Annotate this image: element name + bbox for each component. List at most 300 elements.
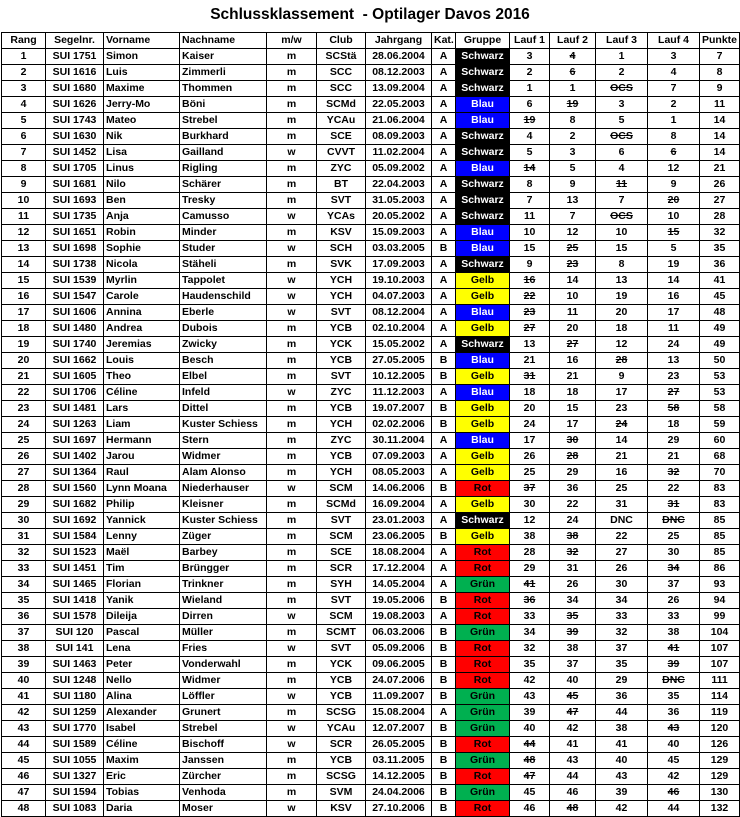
last-name-cell: Stern — [180, 433, 267, 449]
rank-cell: 34 — [2, 577, 46, 593]
club-cell: YCH — [317, 273, 366, 289]
race3-cell: 39 — [596, 785, 648, 801]
club-cell: SCC — [317, 81, 366, 97]
club-cell: YCB — [317, 401, 366, 417]
club-cell: SCStä — [317, 49, 366, 65]
race2-cell: 29 — [550, 465, 596, 481]
club-cell: YCB — [317, 353, 366, 369]
first-name-cell: Isabel — [104, 721, 180, 737]
birthdate-cell: 11.02.2004 — [366, 145, 432, 161]
points-cell: 7 — [700, 49, 740, 65]
last-name-cell: Janssen — [180, 753, 267, 769]
race2-cell: 24 — [550, 513, 596, 529]
race3-cell: 1 — [596, 49, 648, 65]
table-row — [2, 81, 740, 97]
race1-cell: 48 — [510, 753, 550, 769]
race4-cell: 13 — [648, 353, 700, 369]
rank-cell: 26 — [2, 449, 46, 465]
table-row — [2, 257, 740, 273]
table-row — [2, 241, 740, 257]
sail-number-cell: SUI 1606 — [46, 305, 104, 321]
page-title: Schlussklassement - Optilager Davos 2016 — [210, 6, 530, 23]
race1-cell: 12 — [510, 513, 550, 529]
category-cell: A — [432, 385, 456, 401]
race2-cell: 6 — [550, 65, 596, 81]
points-cell: 41 — [700, 273, 740, 289]
last-name-cell: Zwicky — [180, 337, 267, 353]
race4-cell: 4 — [648, 65, 700, 81]
gender-cell: m — [267, 705, 317, 721]
gender-cell: m — [267, 257, 317, 273]
rank-cell: 46 — [2, 769, 46, 785]
race2-cell: 25 — [550, 241, 596, 257]
first-name-cell: Andrea — [104, 321, 180, 337]
points-cell: 85 — [700, 513, 740, 529]
category-cell: A — [432, 225, 456, 241]
birthdate-cell: 20.05.2002 — [366, 209, 432, 225]
club-cell: SCM — [317, 481, 366, 497]
club-cell: YCB — [317, 753, 366, 769]
birthdate-cell: 17.09.2003 — [366, 257, 432, 273]
gender-cell: m — [267, 577, 317, 593]
points-cell: 107 — [700, 657, 740, 673]
last-name-cell: Dirren — [180, 609, 267, 625]
race1-cell: 31 — [510, 369, 550, 385]
race3-cell: 11 — [596, 177, 648, 193]
sail-number-cell: SUI 1692 — [46, 513, 104, 529]
rank-cell: 18 — [2, 321, 46, 337]
last-name-cell: Moser — [180, 801, 267, 817]
last-name-cell: Alam Alonso — [180, 465, 267, 481]
race1-cell: 10 — [510, 225, 550, 241]
race4-cell: 11 — [648, 321, 700, 337]
table-row — [2, 529, 740, 545]
race4-cell: 10 — [648, 209, 700, 225]
club-cell: YCK — [317, 657, 366, 673]
race2-cell: 8 — [550, 113, 596, 129]
first-name-cell: Anja — [104, 209, 180, 225]
header-vorname: Vorname — [104, 33, 180, 49]
race1-cell: 15 — [510, 241, 550, 257]
race1-cell: 30 — [510, 497, 550, 513]
table-row — [2, 753, 740, 769]
points-cell: 14 — [700, 129, 740, 145]
race1-cell: 22 — [510, 289, 550, 305]
birthdate-cell: 08.09.2003 — [366, 129, 432, 145]
race1-cell: 36 — [510, 593, 550, 609]
points-cell: 70 — [700, 465, 740, 481]
gender-cell: m — [267, 337, 317, 353]
table-row — [2, 337, 740, 353]
gender-cell: m — [267, 673, 317, 689]
last-name-cell: Eberle — [180, 305, 267, 321]
race3-cell: 40 — [596, 753, 648, 769]
first-name-cell: Daria — [104, 801, 180, 817]
header-rang: Rang — [2, 33, 46, 49]
category-cell: A — [432, 545, 456, 561]
group-cell: Rot — [456, 641, 510, 657]
club-cell: ZYC — [317, 433, 366, 449]
sail-number-cell: SUI 1402 — [46, 449, 104, 465]
category-cell: A — [432, 433, 456, 449]
birthdate-cell: 05.09.2006 — [366, 641, 432, 657]
sail-number-cell: SUI 1706 — [46, 385, 104, 401]
group-cell: Schwarz — [456, 513, 510, 529]
category-cell: A — [432, 177, 456, 193]
table-row — [2, 641, 740, 657]
race4-cell: 36 — [648, 705, 700, 721]
table-row — [2, 193, 740, 209]
sail-number-cell: SUI 1364 — [46, 465, 104, 481]
points-cell: 132 — [700, 801, 740, 817]
race1-cell: 43 — [510, 689, 550, 705]
gender-cell: m — [267, 513, 317, 529]
race1-cell: 25 — [510, 465, 550, 481]
gender-cell: m — [267, 401, 317, 417]
gender-cell: m — [267, 81, 317, 97]
table-row — [2, 433, 740, 449]
gender-cell: m — [267, 529, 317, 545]
points-cell: 36 — [700, 257, 740, 273]
race3-cell: 29 — [596, 673, 648, 689]
sail-number-cell: SUI 1680 — [46, 81, 104, 97]
last-name-cell: Burkhard — [180, 129, 267, 145]
table-row — [2, 545, 740, 561]
club-cell: ZYC — [317, 161, 366, 177]
club-cell: BT — [317, 177, 366, 193]
category-cell: B — [432, 737, 456, 753]
group-cell: Grün — [456, 689, 510, 705]
category-cell: B — [432, 369, 456, 385]
sail-number-cell: SUI 1630 — [46, 129, 104, 145]
race3-cell: 12 — [596, 337, 648, 353]
race1-cell: 17 — [510, 433, 550, 449]
points-cell: 119 — [700, 705, 740, 721]
birthdate-cell: 22.05.2003 — [366, 97, 432, 113]
sail-number-cell: SUI 1616 — [46, 65, 104, 81]
first-name-cell: Lars — [104, 401, 180, 417]
category-cell: A — [432, 193, 456, 209]
rank-cell: 20 — [2, 353, 46, 369]
gender-cell: m — [267, 657, 317, 673]
first-name-cell: Nello — [104, 673, 180, 689]
group-cell: Rot — [456, 673, 510, 689]
race3-cell: 15 — [596, 241, 648, 257]
club-cell: CVVT — [317, 145, 366, 161]
category-cell: B — [432, 753, 456, 769]
club-cell: KSV — [317, 801, 366, 817]
rank-cell: 21 — [2, 369, 46, 385]
table-row — [2, 625, 740, 641]
points-cell: 27 — [700, 193, 740, 209]
last-name-cell: Widmer — [180, 449, 267, 465]
race4-cell: 32 — [648, 465, 700, 481]
sail-number-cell: SUI 1083 — [46, 801, 104, 817]
race2-cell: 12 — [550, 225, 596, 241]
race1-cell: 34 — [510, 625, 550, 641]
last-name-cell: Dubois — [180, 321, 267, 337]
group-cell: Rot — [456, 737, 510, 753]
category-cell: B — [432, 673, 456, 689]
points-cell: 49 — [700, 337, 740, 353]
table-row — [2, 673, 740, 689]
race3-cell: 10 — [596, 225, 648, 241]
race4-cell: 42 — [648, 769, 700, 785]
table-row — [2, 353, 740, 369]
birthdate-cell: 30.11.2004 — [366, 433, 432, 449]
club-cell: YCB — [317, 689, 366, 705]
points-cell: 8 — [700, 65, 740, 81]
first-name-cell: Lenny — [104, 529, 180, 545]
first-name-cell: Sophie — [104, 241, 180, 257]
table-row — [2, 769, 740, 785]
race1-cell: 5 — [510, 145, 550, 161]
table-row — [2, 401, 740, 417]
rank-cell: 4 — [2, 97, 46, 113]
sail-number-cell: SUI 1180 — [46, 689, 104, 705]
race2-cell: 42 — [550, 721, 596, 737]
club-cell: SCE — [317, 129, 366, 145]
gender-cell: m — [267, 561, 317, 577]
rank-cell: 44 — [2, 737, 46, 753]
category-cell: A — [432, 289, 456, 305]
gender-cell: m — [267, 433, 317, 449]
race2-cell: 30 — [550, 433, 596, 449]
race4-cell: 45 — [648, 753, 700, 769]
last-name-cell: Dittel — [180, 401, 267, 417]
race2-cell: 34 — [550, 593, 596, 609]
header-lauf3: Lauf 3 — [596, 33, 648, 49]
birthdate-cell: 14.05.2004 — [366, 577, 432, 593]
rank-cell: 39 — [2, 657, 46, 673]
race2-cell: 14 — [550, 273, 596, 289]
points-cell: 11 — [700, 97, 740, 113]
group-cell: Rot — [456, 545, 510, 561]
table-row — [2, 593, 740, 609]
race3-cell: OCS — [596, 129, 648, 145]
birthdate-cell: 27.10.2006 — [366, 801, 432, 817]
race1-cell: 28 — [510, 545, 550, 561]
birthdate-cell: 08.05.2003 — [366, 465, 432, 481]
first-name-cell: Nilo — [104, 177, 180, 193]
points-cell: 53 — [700, 369, 740, 385]
rank-cell: 38 — [2, 641, 46, 657]
race4-cell: 9 — [648, 177, 700, 193]
sail-number-cell: SUI 1578 — [46, 609, 104, 625]
first-name-cell: Alina — [104, 689, 180, 705]
first-name-cell: Peter — [104, 657, 180, 673]
first-name-cell: Jarou — [104, 449, 180, 465]
birthdate-cell: 18.08.2004 — [366, 545, 432, 561]
first-name-cell: Myrlin — [104, 273, 180, 289]
first-name-cell: Lynn Moana — [104, 481, 180, 497]
first-name-cell: Maxim — [104, 753, 180, 769]
category-cell: A — [432, 305, 456, 321]
group-cell: Grün — [456, 753, 510, 769]
group-cell: Gelb — [456, 529, 510, 545]
table-row — [2, 289, 740, 305]
rank-cell: 47 — [2, 785, 46, 801]
sail-number-cell: SUI 1452 — [46, 145, 104, 161]
race1-cell: 14 — [510, 161, 550, 177]
rank-cell: 14 — [2, 257, 46, 273]
race2-cell: 44 — [550, 769, 596, 785]
table-row — [2, 49, 740, 65]
category-cell: B — [432, 593, 456, 609]
group-cell: Gelb — [456, 273, 510, 289]
table-row — [2, 657, 740, 673]
last-name-cell: Infeld — [180, 385, 267, 401]
race2-cell: 31 — [550, 561, 596, 577]
race1-cell: 44 — [510, 737, 550, 753]
group-cell: Gelb — [456, 449, 510, 465]
last-name-cell: Zürcher — [180, 769, 267, 785]
table-row — [2, 609, 740, 625]
race2-cell: 19 — [550, 97, 596, 113]
club-cell: SCE — [317, 545, 366, 561]
race4-cell: 25 — [648, 529, 700, 545]
last-name-cell: Strebel — [180, 113, 267, 129]
rank-cell: 3 — [2, 81, 46, 97]
first-name-cell: Jeremias — [104, 337, 180, 353]
sail-number-cell: SUI 1259 — [46, 705, 104, 721]
club-cell: YCB — [317, 673, 366, 689]
club-cell: SCMd — [317, 497, 366, 513]
gender-cell: m — [267, 625, 317, 641]
club-cell: SCM — [317, 529, 366, 545]
group-cell: Rot — [456, 657, 510, 673]
birthdate-cell: 06.03.2006 — [366, 625, 432, 641]
race3-cell: 42 — [596, 801, 648, 817]
race3-cell: 33 — [596, 609, 648, 625]
header-gruppe: Gruppe — [456, 33, 510, 49]
gender-cell: m — [267, 417, 317, 433]
gender-cell: m — [267, 65, 317, 81]
sail-number-cell: SUI 1523 — [46, 545, 104, 561]
category-cell: A — [432, 129, 456, 145]
group-cell: Schwarz — [456, 129, 510, 145]
first-name-cell: Ben — [104, 193, 180, 209]
sail-number-cell: SUI 141 — [46, 641, 104, 657]
header-kat: Kat. — [432, 33, 456, 49]
race1-cell: 29 — [510, 561, 550, 577]
club-cell: KSV — [317, 225, 366, 241]
table-row — [2, 65, 740, 81]
gender-cell: m — [267, 753, 317, 769]
last-name-cell: Camusso — [180, 209, 267, 225]
group-cell: Schwarz — [456, 49, 510, 65]
category-cell: A — [432, 97, 456, 113]
last-name-cell: Tappolet — [180, 273, 267, 289]
last-name-cell: Bischoff — [180, 737, 267, 753]
race1-cell: 46 — [510, 801, 550, 817]
race3-cell: 35 — [596, 657, 648, 673]
group-cell: Gelb — [456, 289, 510, 305]
gender-cell: w — [267, 273, 317, 289]
table-row — [2, 481, 740, 497]
last-name-cell: Löffler — [180, 689, 267, 705]
category-cell: B — [432, 689, 456, 705]
last-name-cell: Schärer — [180, 177, 267, 193]
sail-number-cell: SUI 1682 — [46, 497, 104, 513]
club-cell: SVT — [317, 641, 366, 657]
table-row — [2, 145, 740, 161]
race1-cell: 13 — [510, 337, 550, 353]
header-lauf2: Lauf 2 — [550, 33, 596, 49]
header-club: Club — [317, 33, 366, 49]
last-name-cell: Wieland — [180, 593, 267, 609]
race4-cell: 14 — [648, 273, 700, 289]
race2-cell: 36 — [550, 481, 596, 497]
first-name-cell: Lena — [104, 641, 180, 657]
birthdate-cell: 10.12.2005 — [366, 369, 432, 385]
last-name-cell: Widmer — [180, 673, 267, 689]
race4-cell: 33 — [648, 609, 700, 625]
club-cell: YCH — [317, 417, 366, 433]
category-cell: A — [432, 257, 456, 273]
group-cell: Rot — [456, 481, 510, 497]
race4-cell: 27 — [648, 385, 700, 401]
gender-cell: w — [267, 289, 317, 305]
race4-cell: 19 — [648, 257, 700, 273]
race3-cell: OCS — [596, 209, 648, 225]
first-name-cell: Céline — [104, 737, 180, 753]
category-cell: A — [432, 577, 456, 593]
race2-cell: 32 — [550, 545, 596, 561]
table-row — [2, 465, 740, 481]
points-cell: 60 — [700, 433, 740, 449]
points-cell: 14 — [700, 145, 740, 161]
table-row — [2, 785, 740, 801]
group-cell: Blau — [456, 241, 510, 257]
first-name-cell: Nicola — [104, 257, 180, 273]
points-cell: 45 — [700, 289, 740, 305]
birthdate-cell: 11.12.2003 — [366, 385, 432, 401]
birthdate-cell: 11.09.2007 — [366, 689, 432, 705]
group-cell: Gelb — [456, 417, 510, 433]
race3-cell: 18 — [596, 321, 648, 337]
rank-cell: 19 — [2, 337, 46, 353]
race2-cell: 41 — [550, 737, 596, 753]
category-cell: B — [432, 657, 456, 673]
first-name-cell: Yanik — [104, 593, 180, 609]
category-cell: B — [432, 401, 456, 417]
group-cell: Gelb — [456, 465, 510, 481]
points-cell: 68 — [700, 449, 740, 465]
race4-cell: 16 — [648, 289, 700, 305]
race1-cell: 23 — [510, 305, 550, 321]
first-name-cell: Annina — [104, 305, 180, 321]
rank-cell: 17 — [2, 305, 46, 321]
first-name-cell: Pascal — [104, 625, 180, 641]
rank-cell: 2 — [2, 65, 46, 81]
sail-number-cell: SUI 1770 — [46, 721, 104, 737]
race1-cell: 33 — [510, 609, 550, 625]
group-cell: Grün — [456, 625, 510, 641]
sail-number-cell: SUI 1481 — [46, 401, 104, 417]
race1-cell: 37 — [510, 481, 550, 497]
table-row — [2, 305, 740, 321]
club-cell: SVT — [317, 305, 366, 321]
birthdate-cell: 03.11.2005 — [366, 753, 432, 769]
sail-number-cell: SUI 1248 — [46, 673, 104, 689]
race1-cell: 40 — [510, 721, 550, 737]
group-cell: Rot — [456, 609, 510, 625]
race4-cell: 26 — [648, 593, 700, 609]
last-name-cell: Thommen — [180, 81, 267, 97]
rank-cell: 8 — [2, 161, 46, 177]
race4-cell: 8 — [648, 129, 700, 145]
